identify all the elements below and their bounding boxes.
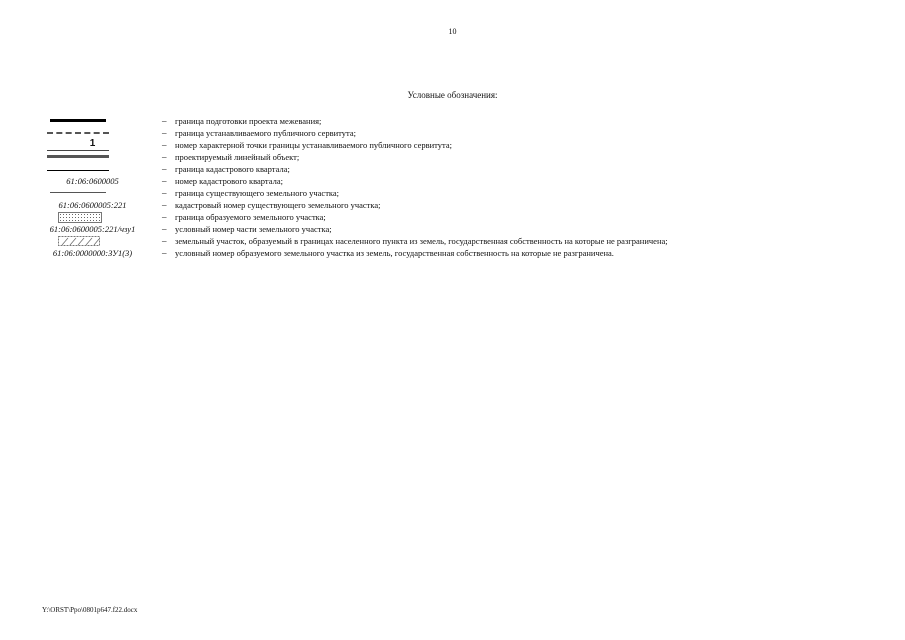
legend-symbol-text (30, 175, 155, 187)
legend-row-cadastral-number (30, 199, 870, 211)
legend-description: номер кадастрового квартала; (175, 176, 283, 186)
legend-dash: – (162, 152, 167, 162)
footer-file-path: Y:\ORST\Ppo\0801p647.f22.docx (42, 606, 138, 614)
legend-row-quarter-number (30, 175, 870, 187)
legend-row-formed-number (30, 247, 870, 259)
legend-row-project-boundary (30, 115, 870, 127)
legend-dash: – (162, 188, 167, 198)
legend-description: проектируемый линейный объект; (175, 152, 300, 162)
legend-dash: – (162, 128, 167, 138)
legend-row-quarter-boundary (30, 163, 870, 175)
legend-description: граница кадастрового квартала; (175, 164, 290, 174)
legend-description: граница устанавливаемого публичного сервитута; (175, 128, 356, 138)
legend-symbol-existing-line (30, 187, 155, 199)
legend-row-unallocated-land (30, 235, 870, 247)
legend-symbol-hatch-box (30, 235, 155, 247)
legend-row-linear-object (30, 151, 870, 163)
legend-dash: – (162, 212, 167, 222)
legend-row-part-number (30, 223, 870, 235)
legend-dash: – (162, 200, 167, 210)
legend-row-formed-boundary (30, 211, 870, 223)
legend-description: земельный участок, образуемый в границах населенного пункта из земель, государственная собственность на которые не разграничена; (175, 236, 668, 246)
legend-description: кадастровый номер существующего земельного участка; (175, 200, 381, 210)
legend-dash: – (162, 140, 167, 150)
legend-description: условный номер части земельного участка; (175, 224, 332, 234)
legend-description: граница подготовки проекта межевания; (175, 116, 322, 126)
cadastral-number-sample: 61:06:0600005:221 (58, 200, 127, 210)
part-number-sample: 61:06:0600005:221/чзу1 (49, 224, 136, 234)
page-number: 10 (448, 27, 457, 36)
legend-symbol-text (30, 199, 155, 211)
dashed-line-symbol (47, 132, 109, 134)
thick-line-symbol (50, 119, 106, 122)
hatch-box-symbol (58, 236, 100, 246)
legend-row-point-number (30, 139, 870, 151)
legend-symbol-dotted-box (30, 211, 155, 223)
legend-dash: – (162, 116, 167, 126)
quarter-number-sample: 61:06:0600005 (66, 176, 119, 186)
legend-description: граница образуемого земельного участка; (175, 212, 326, 222)
legend-symbol-text (30, 247, 155, 259)
legend-description: граница существующего земельного участка; (175, 188, 340, 198)
legend-dash: – (162, 176, 167, 186)
legend-symbol-thick-line (30, 115, 155, 127)
formed-number-sample: 61:06:0000000:ЗУ1(3) (52, 248, 133, 258)
legend-symbol-text (30, 223, 155, 235)
legend-row-servitude-boundary (30, 127, 870, 139)
dotted-box-symbol (58, 212, 102, 223)
legend-title: Условные обозначения: (407, 90, 498, 100)
existing-line-symbol (50, 192, 106, 193)
project-line-symbol (47, 155, 109, 158)
legend-description: номер характерной точки границы устанавливаемого публичного сервитута; (175, 140, 452, 150)
legend-dash: – (162, 236, 167, 246)
legend-description: условный номер образуемого земельного участка из земель, государственная собственность на которые не разграничена. (175, 248, 614, 258)
legend-symbol-point-number (30, 139, 155, 151)
point-number-label: 1 (89, 138, 96, 149)
legend-symbol-quarter-line (30, 163, 155, 175)
quarter-line-symbol (47, 170, 109, 171)
legend-table (30, 115, 870, 259)
legend-dash: – (162, 248, 167, 258)
legend-dash: – (162, 224, 167, 234)
legend-row-existing-boundary (30, 187, 870, 199)
legend-dash: – (162, 164, 167, 174)
legend-symbol-project-line (30, 151, 155, 163)
